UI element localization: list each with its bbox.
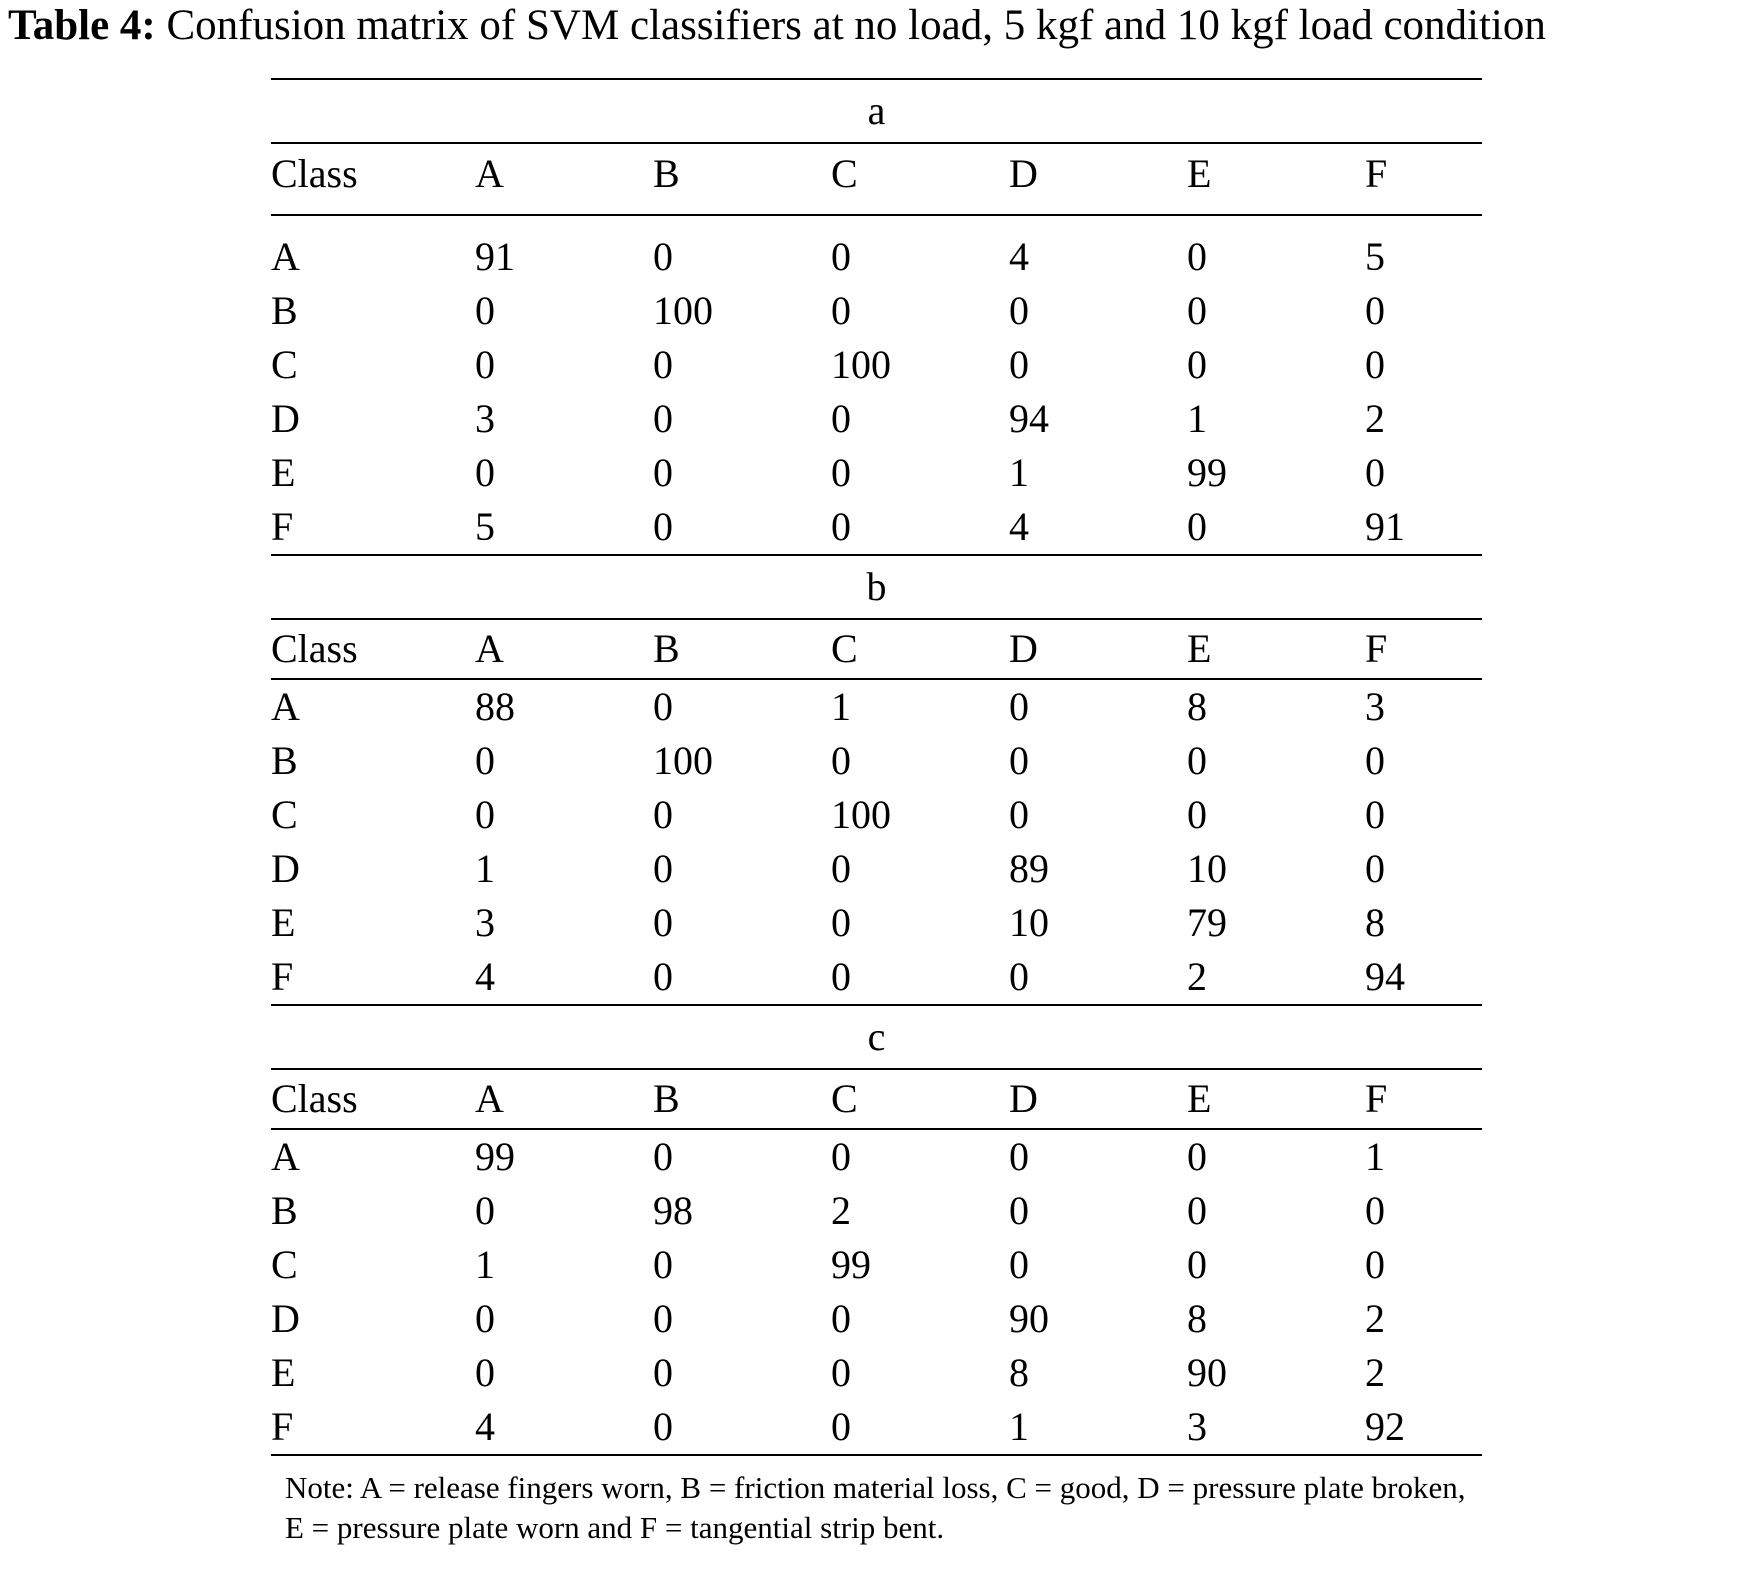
cell: 0 xyxy=(653,1134,673,1179)
table-row xyxy=(271,446,1482,500)
cell: E xyxy=(271,900,296,945)
cell: 0 xyxy=(1009,1134,1029,1179)
cell: 0 xyxy=(831,1296,851,1341)
cell: 1 xyxy=(831,684,851,729)
cell: 0 xyxy=(831,846,851,891)
column-header: A xyxy=(475,151,504,196)
table-row xyxy=(271,1346,1482,1400)
cell: F xyxy=(271,1404,294,1449)
cell: 100 xyxy=(653,738,713,783)
header-row xyxy=(271,620,1482,678)
table-row xyxy=(271,500,1482,554)
cell: 3 xyxy=(475,396,495,441)
cell: 0 xyxy=(653,846,673,891)
cell: 8 xyxy=(1187,1296,1207,1341)
cell: 1 xyxy=(475,1242,495,1287)
cell: 0 xyxy=(1187,738,1207,783)
cell: 2 xyxy=(1365,1296,1385,1341)
cell: 0 xyxy=(1009,954,1029,999)
cell: 0 xyxy=(1365,738,1385,783)
cell: 0 xyxy=(1009,1188,1029,1233)
cell: 0 xyxy=(653,342,673,387)
cell: 0 xyxy=(653,396,673,441)
cell: 0 xyxy=(831,450,851,495)
cell: 0 xyxy=(831,900,851,945)
table-row xyxy=(271,1238,1482,1292)
cell: 0 xyxy=(1187,1242,1207,1287)
column-header: Class xyxy=(271,151,358,196)
table-row xyxy=(271,1130,1482,1184)
column-header: F xyxy=(1365,626,1388,671)
cell: 0 xyxy=(475,792,495,837)
cell: 0 xyxy=(831,288,851,333)
cell: 88 xyxy=(475,684,515,729)
cell: 0 xyxy=(653,1242,673,1287)
cell: 94 xyxy=(1009,396,1049,441)
table-row xyxy=(271,284,1482,338)
cell: 0 xyxy=(653,792,673,837)
cell: 10 xyxy=(1187,846,1227,891)
table-caption-text: Confusion matrix of SVM classifiers at no load, 5 kgf and 10 kgf load condition xyxy=(166,2,1546,49)
cell: B xyxy=(271,1188,298,1233)
panel-label: c xyxy=(867,1014,886,1059)
cell: 0 xyxy=(1187,1188,1207,1233)
cell: 90 xyxy=(1187,1350,1227,1395)
cell: 0 xyxy=(831,1404,851,1449)
column-header: Class xyxy=(271,1076,358,1121)
cell: 8 xyxy=(1009,1350,1029,1395)
cell: 0 xyxy=(1187,1134,1207,1179)
cell: E xyxy=(271,1350,296,1395)
column-header: C xyxy=(831,626,858,671)
cell: 0 xyxy=(475,1350,495,1395)
cell: F xyxy=(271,954,294,999)
cell: 3 xyxy=(1187,1404,1207,1449)
cell: 0 xyxy=(475,1296,495,1341)
cell: 4 xyxy=(1009,504,1029,549)
column-header: D xyxy=(1009,1076,1038,1121)
column-header: B xyxy=(653,1076,680,1121)
cell: B xyxy=(271,738,298,783)
cell: C xyxy=(271,342,298,387)
cell: A xyxy=(271,1134,300,1179)
column-header: E xyxy=(1187,151,1212,196)
cell: 0 xyxy=(1009,1242,1029,1287)
table-row xyxy=(271,338,1482,392)
cell: 0 xyxy=(653,954,673,999)
cell: 0 xyxy=(831,1350,851,1395)
cell: 3 xyxy=(1365,684,1385,729)
cell: 0 xyxy=(1187,342,1207,387)
cell: 0 xyxy=(1009,288,1029,333)
cell: 0 xyxy=(475,1188,495,1233)
cell: 8 xyxy=(1187,684,1207,729)
cell: 1 xyxy=(1009,1404,1029,1449)
cell: 0 xyxy=(1365,792,1385,837)
cell: 5 xyxy=(1365,234,1385,279)
cell: E xyxy=(271,450,296,495)
cell: 2 xyxy=(1365,396,1385,441)
panel-c xyxy=(271,1006,1482,1454)
cell: 0 xyxy=(1009,684,1029,729)
cell: 2 xyxy=(1365,1350,1385,1395)
cell: D xyxy=(271,1296,300,1341)
table-caption-label: Table 4: xyxy=(8,2,156,49)
cell: C xyxy=(271,792,298,837)
cell: C xyxy=(271,1242,298,1287)
column-header: E xyxy=(1187,1076,1212,1121)
cell: 98 xyxy=(653,1188,693,1233)
cell: 0 xyxy=(1365,342,1385,387)
cell: 0 xyxy=(1365,1188,1385,1233)
cell: 89 xyxy=(1009,846,1049,891)
cell: 0 xyxy=(1009,792,1029,837)
cell: 0 xyxy=(831,234,851,279)
cell: 100 xyxy=(831,342,891,387)
cell: A xyxy=(271,234,300,279)
cell: A xyxy=(271,684,300,729)
cell: 0 xyxy=(1365,1242,1385,1287)
cell: D xyxy=(271,396,300,441)
cell: 1 xyxy=(1365,1134,1385,1179)
cell: 91 xyxy=(475,234,515,279)
column-header: D xyxy=(1009,626,1038,671)
column-header: D xyxy=(1009,151,1038,196)
cell: 99 xyxy=(475,1134,515,1179)
cell: 0 xyxy=(831,396,851,441)
cell: 10 xyxy=(1009,900,1049,945)
table-row xyxy=(271,950,1482,1004)
cell: 0 xyxy=(1365,288,1385,333)
cell: 100 xyxy=(831,792,891,837)
column-header: C xyxy=(831,1076,858,1121)
cell: D xyxy=(271,846,300,891)
table-caption xyxy=(8,2,1733,50)
confusion-matrix-table xyxy=(271,78,1482,1548)
table-row xyxy=(271,734,1482,788)
cell: 0 xyxy=(1187,288,1207,333)
table-row xyxy=(271,1400,1482,1454)
column-header: A xyxy=(475,626,504,671)
table-row xyxy=(271,680,1482,734)
panel-label: b xyxy=(866,564,887,609)
cell: 0 xyxy=(475,342,495,387)
cell: 1 xyxy=(475,846,495,891)
cell: 79 xyxy=(1187,900,1227,945)
cell: 2 xyxy=(1187,954,1207,999)
table-row xyxy=(271,230,1482,284)
cell: 0 xyxy=(653,1296,673,1341)
cell: 0 xyxy=(1365,846,1385,891)
panel-a xyxy=(271,80,1482,554)
cell: 94 xyxy=(1365,954,1405,999)
table-row xyxy=(271,1184,1482,1238)
table-row xyxy=(271,1292,1482,1346)
cell: 3 xyxy=(475,900,495,945)
cell: 1 xyxy=(1009,450,1029,495)
column-header: B xyxy=(653,626,680,671)
cell: 0 xyxy=(1009,738,1029,783)
cell: 5 xyxy=(475,504,495,549)
panel-label: a xyxy=(867,88,886,133)
column-header: Class xyxy=(271,626,358,671)
column-header: C xyxy=(831,151,858,196)
cell: 2 xyxy=(831,1188,851,1233)
cell: 1 xyxy=(1187,396,1207,441)
cell: 99 xyxy=(831,1242,871,1287)
cell: 8 xyxy=(1365,900,1385,945)
column-header: F xyxy=(1365,151,1388,196)
table-row xyxy=(271,392,1482,446)
cell: F xyxy=(271,504,294,549)
cell: 0 xyxy=(831,738,851,783)
cell: 0 xyxy=(831,1134,851,1179)
cell: 0 xyxy=(475,450,495,495)
cell: 99 xyxy=(1187,450,1227,495)
column-header: A xyxy=(475,1076,504,1121)
cell: 4 xyxy=(475,1404,495,1449)
header-row xyxy=(271,144,1482,214)
cell: 4 xyxy=(475,954,495,999)
cell: 0 xyxy=(831,954,851,999)
header-row xyxy=(271,1070,1482,1128)
table-note: Note: A = release fingers worn, B = friction material loss, C = good, D = pressure plate broken, E = pressure plate worn and F = tangential strip bent. xyxy=(285,1470,1466,1545)
cell: 0 xyxy=(653,504,673,549)
cell: 4 xyxy=(1009,234,1029,279)
cell: 0 xyxy=(1187,234,1207,279)
cell: 90 xyxy=(1009,1296,1049,1341)
cell: 0 xyxy=(1009,342,1029,387)
table-row xyxy=(271,896,1482,950)
table-row xyxy=(271,842,1482,896)
table-row xyxy=(271,788,1482,842)
cell: 0 xyxy=(653,234,673,279)
column-header: E xyxy=(1187,626,1212,671)
cell: 0 xyxy=(1187,504,1207,549)
cell: 92 xyxy=(1365,1404,1405,1449)
cell: 100 xyxy=(653,288,713,333)
column-header: F xyxy=(1365,1076,1388,1121)
cell: 0 xyxy=(1187,792,1207,837)
cell: 0 xyxy=(653,450,673,495)
cell: 0 xyxy=(475,738,495,783)
panel-b xyxy=(271,556,1482,1004)
cell: 0 xyxy=(653,684,673,729)
cell: 0 xyxy=(653,900,673,945)
cell: 0 xyxy=(475,288,495,333)
cell: 91 xyxy=(1365,504,1405,549)
column-header: B xyxy=(653,151,680,196)
cell: 0 xyxy=(831,504,851,549)
cell: 0 xyxy=(653,1350,673,1395)
cell: B xyxy=(271,288,298,333)
cell: 0 xyxy=(653,1404,673,1449)
cell: 0 xyxy=(1365,450,1385,495)
